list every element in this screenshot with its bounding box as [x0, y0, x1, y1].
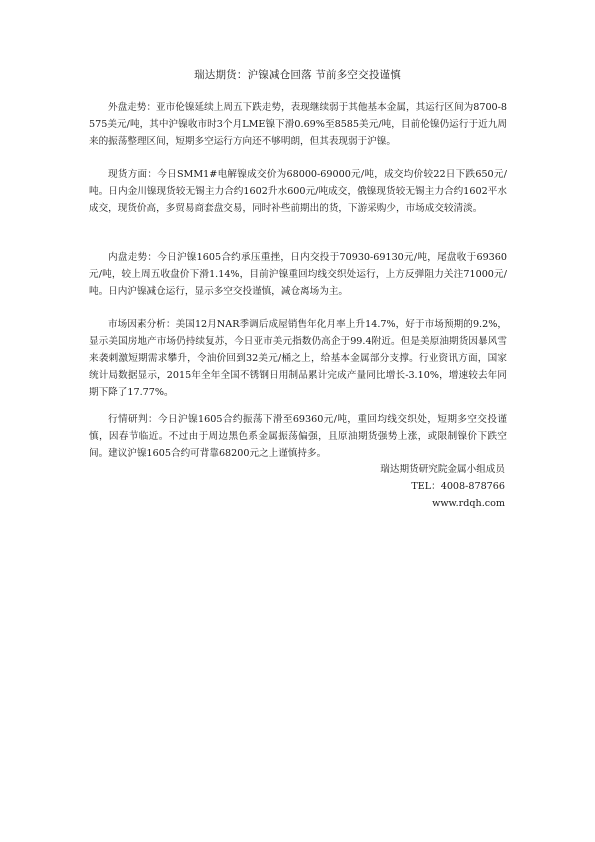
paragraph-market-factors: 市场因素分析：美国12月NAR季调后成屋销售年化月率上升14.7%，好于市场预期的9.2%，显示美国房地产市场仍持续复苏，今日亚市美元指数仍高企于99.4附近。但是美原油期货因暴风雪来袭刺激短期需求攀升，令油价回到32美元/桶之上，给基本金属部分支撑。行业资讯方面，国家统计局数据显示，2015年全年全国不锈钢日用制品累计完成产量同比增长-3.10%，增速较去年同期下降了17.77%。	[89, 319, 507, 398]
signature-website: www.rdqh.com	[432, 498, 505, 509]
document-title: 瑞达期货：沪镍减仓回落 节前多空交投谨慎	[194, 69, 401, 81]
paragraph-domestic-market: 内盘走势：今日沪镍1605合约承压重挫，日内交投于70930-69130元/吨，尾盘收于69360元/吨，较上周五收盘价下滑1.14%，目前沪镍重回均线交织处运行，上方反弹阻力关注71000元/吨。日内沪镍减仓运行，显示多空交投谨慎，减仓离场为主。	[89, 252, 507, 297]
paragraph-outlook: 行情研判：今日沪镍1605合约振荡下滑至69360元/吨，重回均线交织处，短期多空交投谨慎，因春节临近。不过由于周边黑色系金属振荡偏强，且原油期货强势上涨，或限制镍价下跌空间。建议沪镍1605合约可背靠68200元之上谨慎持多。	[89, 414, 507, 459]
paragraph-spot-market: 现货方面：今日SMM1#电解镍成交价为68000-69000元/吨，成交均价较22日下跌650元/吨。日内金川镍现货较无锡主力合约1602升水600元/吨成交，俄镍现货较无锡主力合约1602平水成交，现货价高，多贸易商套盘交易，同时补些前期出的货，下游采购少，市场成交较清淡。	[89, 169, 507, 214]
signature-organization: 瑞达期货研究院金属小组成员	[380, 464, 505, 475]
paragraph-external-market: 外盘走势：亚市伦镍延续上周五下跌走势，表现继续弱于其他基本金属，其运行区间为8700-8575美元/吨，其中沪镍收市时3个月LME镍下滑0.69%至8585美元/吨，目前伦镍仍运行于近九周来的振荡整理区间，短期多空运行方向还不够明朗，但其表现弱于沪镍。	[89, 102, 507, 147]
signature-telephone: TEL：4008-878766	[411, 481, 505, 492]
